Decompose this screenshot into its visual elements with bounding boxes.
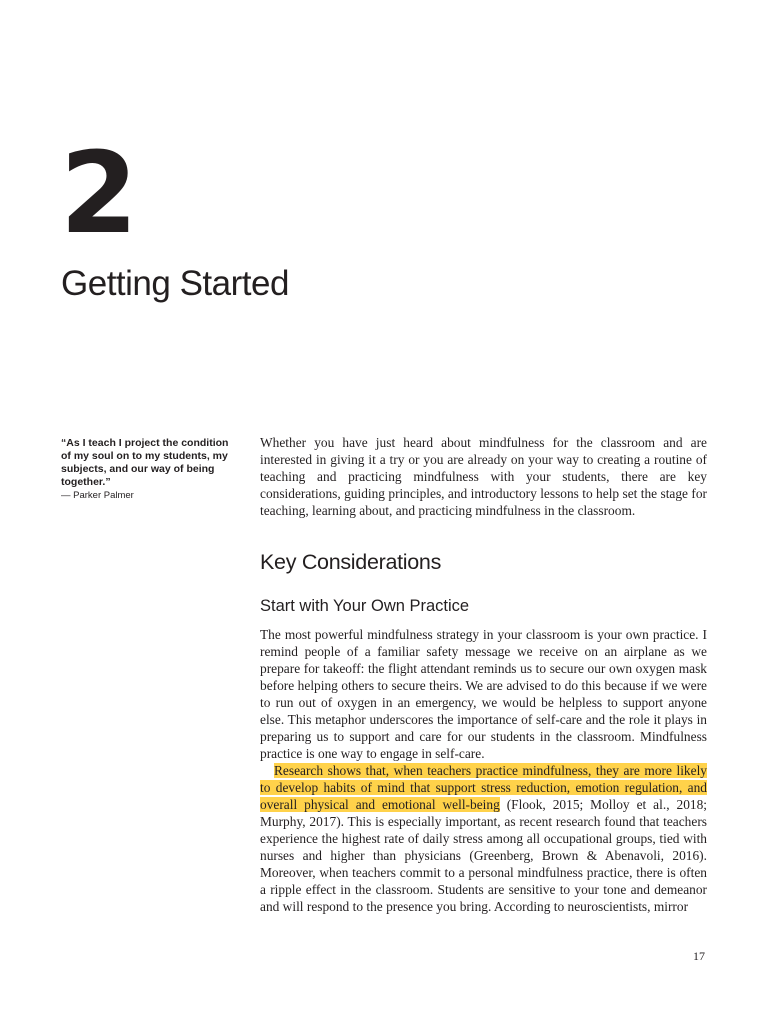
epigraph-quote: “As I teach I project the condition of my soul on to my students, my subjects, and our way of being together.” xyxy=(61,437,229,488)
epigraph-attribution: — Parker Palmer xyxy=(61,490,134,501)
body-paragraph-2 xyxy=(260,762,707,915)
chapter-title: Getting Started xyxy=(61,264,289,303)
section-body xyxy=(260,626,707,915)
paragraph-2-continuation: (Flook, 2015; Molloy et al., 2018; Murphy, 2017). This is especially important, as recent research found that teachers experience the highest rate of daily stress among all occupational groups, tied with nurses and higher than physicians (Greenberg, Brown & Abenavoli, 2016). Moreover, when teachers commit to a personal mindfulness practice, there is often a ripple effect in the classroom. Students are sensitive to your tone and demeanor and will respond to the presence you bring. According to neuroscientists, mirror xyxy=(260,797,707,914)
section-heading: Key Considerations xyxy=(260,550,442,574)
epigraph xyxy=(61,437,233,502)
page-number: 17 xyxy=(693,949,705,963)
subsection-heading: Start with Your Own Practice xyxy=(260,597,470,615)
intro-paragraph: Whether you have just heard about mindfulness for the classroom and are interested in giving it a try or you are already on your way to creating a routine of teaching and practicing mindfulness with your students, there are key considerations, guiding principles, and introductory lessons to help set the stage for teaching, learning about, and practicing mindfulness in the classroom. xyxy=(260,435,707,518)
chapter-number: 2 xyxy=(60,129,136,259)
intro-text xyxy=(260,434,707,519)
highlighted-text: Research shows that, when teachers practice mindfulness, they are more likely to develop habits of mind that support stress reduction, emotion regulation, and overall physical and emotional well-being xyxy=(260,763,707,812)
body-paragraph-1: The most powerful mindfulness strategy in your classroom is your own practice. I remind people of a familiar safety message we receive on an airplane as we prepare for takeoff: the flight attendant reminds us to secure our own oxygen mask before helping others to secure theirs. We are advised to do this because if we were to run out of oxygen in an emergency, we would be helpless to support anyone else. This metaphor underscores the importance of self-care and the role it plays in preparing us to support and care for our students in the classroom. Mindfulness practice is one way to engage in self-care. xyxy=(260,627,707,761)
